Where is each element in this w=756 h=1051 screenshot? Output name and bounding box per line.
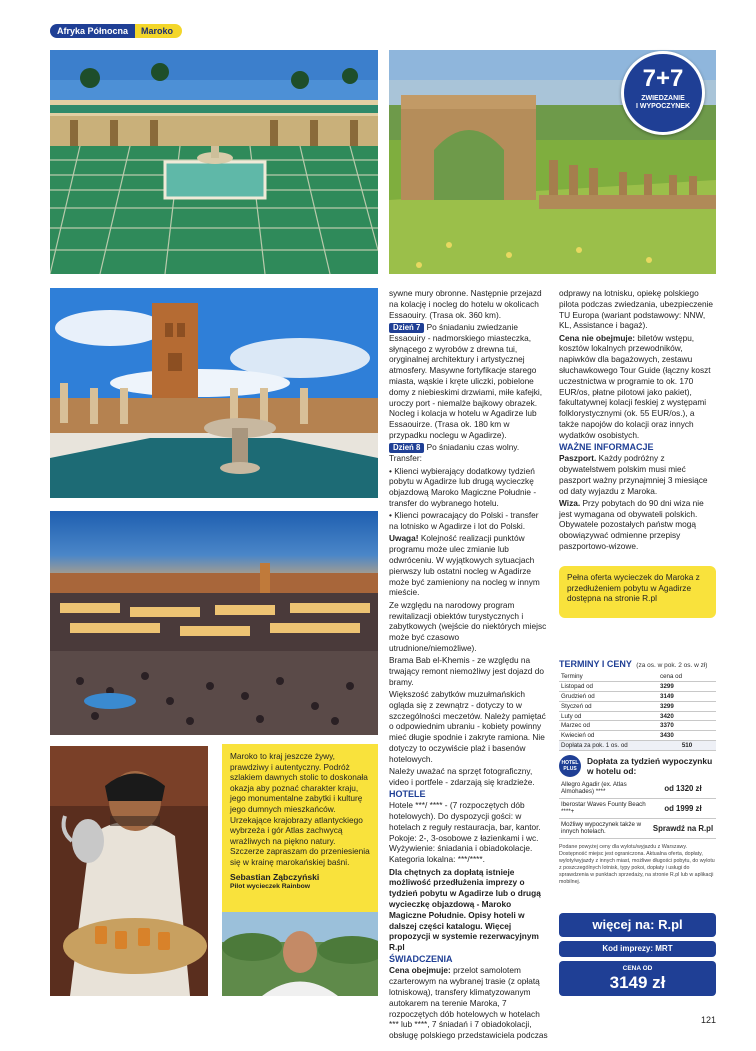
hassan-tower-photo [50, 288, 378, 498]
hotel-plus-table [559, 779, 716, 839]
day-7-text: Po śniadaniu zwiedzanie Essaouiry - nadmorskiego miasteczka, słynącego z wyrobów z drewna tui, oryginalnej architektury i artystycznej atmosfery. Masywne fortyfikacje starego miasta, wąskie i kręte uliczki, pobielone domy z niebieskimi drzwiami, miłe kafejki, uroczy port - niemalże bajkowy obrazek. Nocleg i kolacja w hotelu w Agadirze lub Essaouirze. (Trasa ok. 180 km w przypadku noclegu w Agadirze). [389, 321, 543, 441]
tour-code-label: Kod imprezy: MRT [559, 941, 716, 957]
transfer-bullet-1: • Klienci wybierający dodatkowy tydzień pobytu w Agadirze lub drugą wycieczkę objazdową Maroko Magiczne Południe - transfer do wybranego hotelu. [389, 465, 537, 509]
quote-role: Pilot wycieczek Rainbow [230, 883, 311, 891]
tour-guide-portrait-photo [222, 912, 378, 996]
terms-row[interactable] [559, 721, 716, 731]
terms-row[interactable] [559, 711, 716, 721]
note-paragraph-1: Ze względu na narodowy program rewitalizacji obiektów turystycznych i zabytkowych (wejście do niektórych miejsc może być czasowo utrudnione/niemożliwe). [389, 599, 547, 653]
terms-row[interactable] [559, 731, 716, 741]
day-8-tag: Dzień 8 [389, 443, 424, 453]
excluded-label: Cena nie obejmuje: [559, 332, 636, 343]
terms-row[interactable] [559, 692, 716, 702]
hotel-plus-icon-line1: HOTEL [561, 759, 579, 766]
price-label: CENA OD [622, 965, 653, 972]
price-value: 3149 zł [609, 973, 666, 992]
hotel-price: Sprawdź na R.pl [650, 818, 716, 838]
note-paragraph-3: Większość zabytków muzułmańskich ogląda się z zewnątrz - dotyczy to w szczególności meczetów. Należy pamiętać o odpowiednim ubraniu - kobiety powinny mieć długie spodnie i zakryte ramiona. Nie dotyczy to oczywiście plaż i basenów hotelowych. [389, 689, 546, 764]
terms-month: Styczeń od [559, 701, 658, 711]
badge-subtitle-1: ZWIEDZANIE [641, 95, 685, 102]
terms-month: Luty od [559, 711, 658, 721]
guide-quote-box [222, 744, 378, 912]
hotel-name: Możliwy wypoczynek także w innych hotelach. [559, 818, 650, 838]
hotel-price: od 1999 zł [650, 798, 716, 818]
page-number: 121 [701, 1015, 717, 1025]
important-info-heading: WAŻNE INFORMACJE [559, 442, 654, 453]
hotels-heading: HOTELE [389, 789, 426, 800]
hotel-name: Iberostar Waves Founty Beach ****+ [559, 798, 650, 818]
passport-text: Każdy podróżny z obywatelstwem polskim musi mieć paszport ważny przynajmniej 3 miesiące od daty wyjazdu z Maroka. [559, 453, 708, 496]
hotel-plus-row[interactable] [559, 798, 716, 818]
breadcrumb-region[interactable]: Afryka Północna [50, 24, 135, 38]
single-supplement-row [559, 741, 716, 751]
hotel-plus-row[interactable] [559, 779, 716, 799]
hotels-text: Hotele ***/ **** - (7 rozpoczętych dób hotelowych). Do dyspozycji gości: w hotelach z reguły restauracja, bar, kantor. Pokoje: 2-, 3-osobowe z łazienkami i wc. Wyżywienie: śniadania i obiadokolacje. Kategoria lokalna: ***/****. [389, 800, 541, 865]
terms-header-date: Terminy [559, 672, 658, 682]
hotel-plus-title: Dopłata za tydzień wypoczynku w hotelu od: [587, 755, 713, 776]
program-intro: sywne mury obronne. Następnie przejazd na kolację i nocleg do hotelu w okolicach Essaouiry. (Trasa ok. 360 km). [389, 288, 542, 320]
price-box [559, 961, 716, 996]
hotel-name: Allegro Agadir (ex. Atlas Almohades) **** [559, 779, 650, 799]
included-label: Cena obejmuje: [389, 965, 451, 976]
quote-author: Sebastian Ząbczyński [230, 871, 320, 882]
tea-pouring-man-photo [50, 746, 208, 996]
hotel-plus-icon [559, 755, 581, 777]
hotel-plus-header [559, 755, 716, 777]
note-paragraph-2: Brama Bab el-Khemis - ze względu na trwający remont niemożliwy jest dojazd do bramy. [389, 655, 544, 687]
terms-month: Kwiecień od [559, 731, 658, 741]
badge-subtitle-2: I WYPOCZYNEK [635, 103, 691, 110]
quote-text: Maroko to kraj jeszcze żywy, prawdziwy i autentyczny. Podróż szlakiem dawnych stolic to doskonała okazja aby poznać charakter kraju, jego monumentalne zabytki i kulturę jego dumnych mieszkańców. Urzekające krajobrazy atlantyckiego wybrzeża i gór Atlas zachwycą wrażliwych na piękno natury. Szczerze zapraszam do przeniesienia się w krainę marokańskiej baśni. [230, 751, 370, 867]
terms-month: Listopad od [559, 682, 658, 692]
excluded-text: biletów wstępu, kosztów lokalnych przewodników, napiwków dla bagażowych, zestawu słuchawkowego Tour Guide (łączny koszt uczestnictwa w programie to ok. 170 EUR/os, płatne pilotowi jako pakiet), fakultatywnej kolacji feskiej z występami folklorystycznymi (ok. 55 EUR/os.), a także napojów do kolacji oraz innych wydatków osobistych. [559, 332, 711, 440]
palace-courtyard-photo [50, 50, 378, 274]
badge-title: 7+7 [642, 65, 684, 92]
program-text-column [389, 288, 548, 1043]
included-continued: odprawy na lotnisku, opiekę polskiego pilota podczas zwiedzania, ubezpieczenie TU Europa (wariant podstawowy: NNW, KL, Assistance i bagaż). [559, 288, 714, 331]
terms-and-prices [559, 654, 716, 886]
visa-text: Przy pobytach do 90 dni wiza nie jest wymagana od obywateli polskich. Obywatele pozostałych państw mogą obowiązywać odmienne przepisy paszportowo-wizowe. [559, 497, 704, 552]
hotel-plus-row[interactable] [559, 818, 716, 838]
terms-price: 3420 [658, 711, 716, 721]
breadcrumb-country[interactable]: Maroko [135, 24, 182, 38]
terms-header-price: cena od [658, 672, 716, 682]
terms-month: Marzec od [559, 721, 658, 731]
single-supplement-price: 510 [658, 741, 716, 751]
passport-label: Paszport. [559, 453, 597, 464]
hotel-price: od 1320 zł [650, 779, 716, 799]
tour-type-badge [621, 51, 705, 135]
terms-price: 3149 [658, 692, 716, 702]
uwaga-label: Uwaga! [389, 533, 419, 544]
hotels-extension-text: Dla chętnych za dopłatą istnieje możliwość przedłużenia imprezy o tydzień pobytu w Agadirze lub o drugą wycieczkę objazdową - Maroko Magiczne Południe. Opisy hoteli w dalszej części katalogu. Więcej propozycji w systemie rezerwacyjnym R.pl [389, 866, 541, 953]
fine-print: Podane powyżej ceny dla wylotu/wyjazdu z Warszawy. Dostępność miejsc jest ograniczona. Aktualna oferta, dopłaty, wyloty/wyjazdy z innych miast, możliwe długości pobytu, do wylotu z poszczególnych lotnisk, typy pokoi, dopłaty i usługi do sprawdzenia w punktach sprzedaży, na stronie R.pl lub w aplikacji mobilnej. [559, 843, 715, 885]
visa-label: Wiza. [559, 497, 581, 508]
full-offer-text: Pełna oferta wycieczek do Maroka z przedłużeniem pobytu w Agadirze dostępna na stronie R.pl [567, 572, 700, 603]
terms-header-row [559, 672, 716, 682]
note-paragraph-4: Należy uważać na sprzęt fotograficzny, video i portfele - zdarzają się kradzieże. [389, 766, 535, 787]
info-text-column [559, 288, 716, 553]
transfer-bullet-2: • Klienci powracający do Polski - transfer na lotnisko w Agadirze i lot do Polski. [389, 510, 539, 532]
terms-title: TERMINY I CENY [559, 659, 632, 669]
terms-price: 3370 [658, 721, 716, 731]
breadcrumb [50, 24, 182, 38]
hotel-plus-icon-line2: PLUS [563, 765, 577, 772]
terms-price: 3430 [658, 731, 716, 741]
terms-table [559, 672, 716, 751]
terms-note: (za os. w pok. 2 os. w zł) [636, 662, 708, 669]
more-info-button[interactable]: więcej na: R.pl [559, 913, 716, 937]
services-heading: ŚWIADCZENIA [389, 954, 453, 965]
day-7-tag: Dzień 7 [389, 323, 424, 333]
included-text: przelot samolotem czarterowym na wybranej trasie (z opłatą lotniskową), transfery klimatyzowanym autokarem na terenie Maroka, 7 rozpoczętych dób hotelowych w hotelach *** lub ****, 7 śniadań i 7 obiadokolacji, obsługę polskiego przedstawiciela podczas [389, 965, 548, 1041]
single-supplement-label: Dopłata za pok. 1 os. od [559, 741, 658, 751]
night-market-square-photo [50, 511, 378, 735]
terms-price: 3299 [658, 682, 716, 692]
terms-price: 3299 [658, 701, 716, 711]
full-offer-box[interactable] [559, 566, 716, 618]
terms-row[interactable] [559, 682, 716, 692]
terms-row[interactable] [559, 701, 716, 711]
day-8-text: Po śniadaniu czas wolny. Transfer: [389, 442, 520, 464]
uwaga-text: Kolejność realizacji punktów programu może ulec zmianie lub odwróceniu. W wyjątkowych sytuacjach pierwszy lub ostatni nocleg w Agadirze może być zamieniony na nocleg w innym mieście. [389, 533, 540, 598]
terms-month: Grudzień od [559, 692, 658, 702]
